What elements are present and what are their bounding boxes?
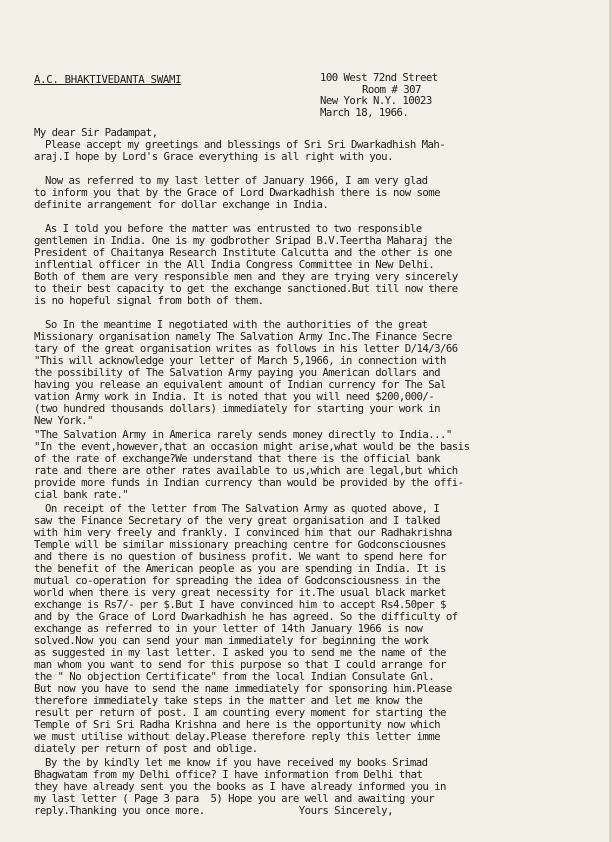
letter-line: is no hopeful signal from both of them. <box>34 294 264 307</box>
letter-line: gentlemen in India. One is my godbrother Sripad B.V.Teertha Maharaj the <box>34 234 452 247</box>
letter-line: with him very freely and frankly. I convinced him that our Radhakrishna <box>34 526 452 539</box>
letter-line: therefore immediately take steps in the matter and let me know the <box>34 694 423 707</box>
letter-line: vation Army work in India. It is noted that you will need $200,000/- <box>34 390 435 403</box>
letter-line: "This will acknowledge your letter of March 5,1966, in connection with <box>34 354 446 367</box>
letter-date: March 18, 1966. <box>320 106 409 120</box>
letter-line: "The Salvation Army in America rarely sends money directly to India..." <box>34 428 452 441</box>
letter-line: President of Chaitanya Research Institute Calcutta and the other is one <box>34 246 452 259</box>
letter-line: Bhagwatam from my Delhi office? I have information from Delhi that <box>34 768 423 781</box>
letter-line: the possibility of The Salvation Army paying you American dollars and <box>34 366 441 379</box>
letter-line: reply.Thanking you once more. Yours Sincerely, <box>34 804 393 817</box>
letter-line: mutual co-operation for spreading the idea of Godconsciousness in the <box>34 574 441 587</box>
letter-line: On receipt of the letter from The Salvation Army as quoted above, I <box>45 502 440 515</box>
letter-line: world when there is very great necessity for it.The usual black market <box>34 586 446 599</box>
letter-line: But now you have to send the name immediately for sponsoring him.Please <box>34 682 452 695</box>
address-line: New York N.Y. 10023 <box>320 94 432 108</box>
address-line: 100 West 72nd Street <box>320 71 438 84</box>
letter-line: and by the Grace of Lord Dwarkadhish he has agreed. So the difficulty of <box>34 610 458 623</box>
letter-line: Temple will be similar missionary preaching centre for Godconsciousnes <box>34 538 446 551</box>
letter-line: Both of them are very responsible men and they are trying very sincerely <box>34 270 458 283</box>
letter-line: cial bank rate." <box>34 488 129 501</box>
letter-line: the " No objection Certificate" from the local Indian Consulate Gnl. <box>34 670 435 683</box>
letter-line: By the by kindly let me know if you have received my books Srimad <box>45 756 428 769</box>
letter-line: (two hundred thousands dollars) immediately for starting your work in <box>34 402 441 415</box>
letter-line: exchange as referred to in your letter of 14th January 1966 is now <box>34 622 423 635</box>
letter-line: Now as referred to my last letter of January 1966, I am very glad <box>45 174 428 187</box>
letter-line: provide more funds in Indian currency than would be provided by the offi- <box>34 476 464 489</box>
letter-line: and there is no question of business profit. We want to spend here for <box>34 550 446 563</box>
letter-line: tary of the great organisation writes as follows in his letter D/14/3/66 <box>34 342 458 355</box>
letter-line: they have already sent you the books as I have already informed you in <box>34 780 446 793</box>
letter-line: solved.Now you can send your man immediately for beginning the work <box>34 634 429 647</box>
letter-line: araj.I hope by Lord's Grace everything is all right with you. <box>34 150 393 163</box>
address-block <box>320 72 438 119</box>
letter-line: "In the event,however,that an occasion might arise,what would be the basis <box>34 440 470 453</box>
letter-line: diately per return of post and oblige. <box>34 742 258 755</box>
letter-line: rate and there are other rates available to us,which are legal,but which <box>34 464 458 477</box>
letter-line: man whom you want to send for this purpose so that I could arrange for <box>34 658 446 671</box>
letter-line: So In the meantime I negotiated with the authorities of the great <box>45 318 428 331</box>
letter-line: having you release an equivalent amount of Indian currency for The Sal <box>34 378 446 391</box>
letter-line: inflential officer in the All India Congress Committee in New Delhi. <box>34 258 435 271</box>
letter-line: Please accept my greetings and blessings of Sri Sri Dwarkadhish Mah- <box>45 138 446 151</box>
address-line: Room # 307 <box>362 82 421 96</box>
letter-line: the benefit of the American people as you are spending in India. It is <box>34 562 446 575</box>
letter-line: New York." <box>34 414 93 427</box>
letter-line: Temple of Sri Sri Radha Krishna and here is the opportunity now which <box>34 718 441 731</box>
letter-line: to inform you that by the Grace of Lord Dwarkadhish there is now some <box>34 186 441 199</box>
letter-line: as suggested in my last letter. I asked you to send me the name of the <box>34 646 446 659</box>
letter-line: My dear Sir Padampat, <box>34 126 158 139</box>
letter-line: definite arrangement for dollar exchange in India. <box>34 198 329 211</box>
letter-line: we must utilise without delay.Please therefore reply this letter imme <box>34 730 441 743</box>
sender-name: A.C. BHAKTIVEDANTA SWAMI <box>34 73 182 86</box>
letter-line: of the rate of exchange?We understand that there is the official bank <box>34 452 441 465</box>
letter-line: my last letter ( Page 3 para 5) Hope you are well and awaiting your <box>34 792 435 805</box>
letter-line: result per return of post. I am counting every moment for starting the <box>34 706 446 719</box>
letter-line: to their best capacity to get the exchange sanctioned.But till now there <box>34 282 458 295</box>
letter-line: Missionary organisation namely The Salvation Army Inc.The Finance Secre <box>34 330 452 343</box>
letter-line: saw the Finance Secretary of the very great organisation and I talked <box>34 514 441 527</box>
letter-line: exchange is Rs7/- per $.But I have convinced him to accept Rs4.50per $ <box>34 598 446 611</box>
letter-line: As I told you before the matter was entrusted to two responsible <box>45 222 422 235</box>
